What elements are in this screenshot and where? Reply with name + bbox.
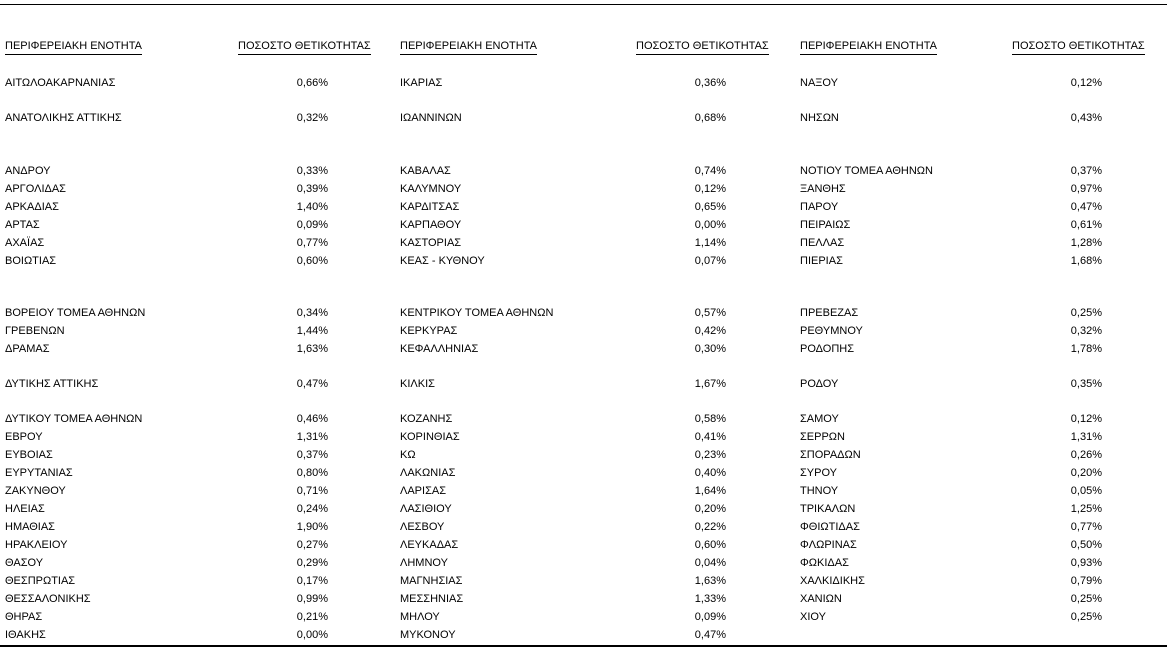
region-name: ΛΕΣΒΟΥ — [400, 521, 445, 533]
positivity-value: 0,43% — [1070, 112, 1102, 124]
region-name: ΣΑΜΟΥ — [800, 413, 839, 425]
region-name: ΓΡΕΒΕΝΩΝ — [5, 325, 65, 337]
positivity-value: 1,68% — [1070, 255, 1102, 267]
positivity-value: 0,32% — [1070, 325, 1102, 337]
positivity-value: 0,23% — [694, 449, 726, 461]
region-name: ΣΥΡΟΥ — [800, 467, 838, 479]
region-name: ΚΕΡΚΥΡΑΣ — [400, 325, 458, 337]
region-name: ΦΛΩΡΙΝΑΣ — [800, 539, 857, 551]
region-name: ΝΗΣΩΝ — [800, 112, 839, 124]
region-name: ΗΜΑΘΙΑΣ — [5, 521, 55, 533]
positivity-value: 0,27% — [296, 539, 328, 551]
region-name: ΣΕΡΡΩΝ — [800, 431, 845, 443]
header-positivity-col3: ΠΟΣΟΣΤΟ ΘΕΤΙΚΟΤΗΤΑΣ — [1012, 40, 1145, 55]
region-name: ΘΑΣΟΥ — [5, 557, 44, 569]
header-region-col1: ΠΕΡΙΦΕΡΕΙΑΚΗ ΕΝΟΤΗΤΑ — [5, 40, 142, 55]
region-name: ΚΑΡΠΑΘΟΥ — [400, 219, 462, 231]
positivity-value: 1,40% — [296, 201, 328, 213]
region-name: ΚΑΣΤΟΡΙΑΣ — [400, 237, 462, 249]
region-name: ΠΕΙΡΑΙΩΣ — [800, 219, 851, 231]
positivity-value: 0,26% — [1070, 449, 1102, 461]
positivity-value: 1,28% — [1070, 237, 1102, 249]
region-name: ΚΑΡΔΙΤΣΑΣ — [400, 201, 460, 213]
region-name: ΒΟΙΩΤΙΑΣ — [5, 255, 57, 267]
positivity-value: 1,31% — [1070, 431, 1102, 443]
positivity-value: 0,32% — [296, 112, 328, 124]
region-name: ΑΝΔΡΟΥ — [5, 165, 51, 177]
region-name: ΡΟΔΟΠΗΣ — [800, 343, 855, 355]
positivity-value: 0,20% — [1070, 467, 1102, 479]
positivity-value: 0,60% — [296, 255, 328, 267]
region-name: ΘΗΡΑΣ — [5, 611, 43, 623]
region-name: ΛΕΥΚΑΔΑΣ — [400, 539, 459, 551]
region-name: ΖΑΚΥΝΘΟΥ — [5, 485, 66, 497]
positivity-value: 1,25% — [1070, 503, 1102, 515]
positivity-value: 1,14% — [694, 237, 726, 249]
positivity-value: 0,74% — [694, 165, 726, 177]
positivity-value: 0,77% — [296, 237, 328, 249]
region-name: ΛΑΡΙΣΑΣ — [400, 485, 447, 497]
positivity-value: 0,65% — [694, 201, 726, 213]
region-name: ΛΑΣΙΘΙΟΥ — [400, 503, 452, 515]
positivity-value: 0,09% — [694, 611, 726, 623]
positivity-value: 0,07% — [694, 255, 726, 267]
region-name: ΗΡΑΚΛΕΙΟΥ — [5, 539, 68, 551]
positivity-value: 1,67% — [694, 378, 726, 390]
region-name: ΛΑΚΩΝΙΑΣ — [400, 467, 456, 479]
region-name: ΞΑΝΘΗΣ — [800, 183, 846, 195]
positivity-value: 0,12% — [1070, 77, 1102, 89]
region-name: ΑΡΓΟΛΙΔΑΣ — [5, 183, 66, 195]
positivity-value: 0,12% — [694, 183, 726, 195]
positivity-value: 0,46% — [296, 413, 328, 425]
region-name: ΛΗΜΝΟΥ — [400, 557, 448, 569]
positivity-value: 0,00% — [296, 629, 328, 641]
region-name: ΑΝΑΤΟΛΙΚΗΣ ΑΤΤΙΚΗΣ — [5, 112, 122, 124]
positivity-value: 0,68% — [694, 112, 726, 124]
header-region-col3: ΠΕΡΙΦΕΡΕΙΑΚΗ ΕΝΟΤΗΤΑ — [800, 40, 937, 55]
region-name: ΑΧΑΪΑΣ — [5, 237, 45, 249]
positivity-value: 0,77% — [1070, 521, 1102, 533]
region-name: ΚΕΝΤΡΙΚΟΥ ΤΟΜΕΑ ΑΘΗΝΩΝ — [400, 307, 554, 319]
region-name: ΒΟΡΕΙΟΥ ΤΟΜΕΑ ΑΘΗΝΩΝ — [5, 307, 146, 319]
positivity-value: 0,35% — [1070, 378, 1102, 390]
region-name: ΠΙΕΡΙΑΣ — [800, 255, 843, 267]
region-name: ΤΗΝΟΥ — [800, 485, 839, 497]
region-name: ΠΕΛΛΑΣ — [800, 237, 845, 249]
positivity-value: 0,17% — [296, 575, 328, 587]
region-name: ΝΑΞΟΥ — [800, 77, 838, 89]
positivity-value: 0,09% — [296, 219, 328, 231]
region-name: ΤΡΙΚΑΛΩΝ — [800, 503, 856, 515]
region-name: ΡΟΔΟΥ — [800, 378, 839, 390]
region-name: ΡΕΘΥΜΝΟΥ — [800, 325, 863, 337]
positivity-value: 0,50% — [1070, 539, 1102, 551]
positivity-value: 1,44% — [296, 325, 328, 337]
region-name: ΚΩ — [400, 449, 416, 461]
positivity-value: 1,63% — [694, 575, 726, 587]
region-name: ΘΕΣΣΑΛΟΝΙΚΗΣ — [5, 593, 91, 605]
positivity-value: 0,00% — [694, 219, 726, 231]
region-name: ΘΕΣΠΡΩΤΙΑΣ — [5, 575, 76, 587]
positivity-value: 0,22% — [694, 521, 726, 533]
region-name: ΔΥΤΙΚΟΥ ΤΟΜΕΑ ΑΘΗΝΩΝ — [5, 413, 143, 425]
positivity-value: 0,33% — [296, 165, 328, 177]
positivity-value: 0,37% — [296, 449, 328, 461]
region-name: ΑΙΤΩΛΟΑΚΑΡΝΑΝΙΑΣ — [5, 77, 116, 89]
region-name: ΜΕΣΣΗΝΙΑΣ — [400, 593, 464, 605]
positivity-value: 0,66% — [296, 77, 328, 89]
positivity-value: 0,47% — [296, 378, 328, 390]
region-name: ΙΚΑΡΙΑΣ — [400, 77, 443, 89]
positivity-value: 0,99% — [296, 593, 328, 605]
positivity-value: 0,24% — [296, 503, 328, 515]
region-name: ΠΑΡΟΥ — [800, 201, 839, 213]
region-name: ΗΛΕΙΑΣ — [5, 503, 45, 515]
positivity-value: 0,47% — [1070, 201, 1102, 213]
region-name: ΚΕΦΑΛΛΗΝΙΑΣ — [400, 343, 479, 355]
positivity-value: 0,93% — [1070, 557, 1102, 569]
region-name: ΔΡΑΜΑΣ — [5, 343, 50, 355]
positivity-value: 0,57% — [694, 307, 726, 319]
positivity-value: 0,97% — [1070, 183, 1102, 195]
positivity-value: 0,39% — [296, 183, 328, 195]
region-name: ΚΕΑΣ - ΚΥΘΝΟΥ — [400, 255, 485, 267]
positivity-value: 0,47% — [694, 629, 726, 641]
region-name: ΝΟΤΙΟΥ ΤΟΜΕΑ ΑΘΗΝΩΝ — [800, 165, 933, 177]
region-name: ΜΑΓΝΗΣΙΑΣ — [400, 575, 463, 587]
region-name: ΚΟΖΑΝΗΣ — [400, 413, 453, 425]
positivity-value: 1,78% — [1070, 343, 1102, 355]
region-name: ΚΑΛΥΜΝΟΥ — [400, 183, 462, 195]
positivity-value: 0,05% — [1070, 485, 1102, 497]
header-region-col2: ΠΕΡΙΦΕΡΕΙΑΚΗ ΕΝΟΤΗΤΑ — [400, 40, 537, 55]
positivity-value: 0,30% — [694, 343, 726, 355]
region-name: ΑΡΚΑΔΙΑΣ — [5, 201, 59, 213]
region-name: ΠΡΕΒΕΖΑΣ — [800, 307, 859, 319]
region-name: ΦΩΚΙΔΑΣ — [800, 557, 849, 569]
positivity-value: 0,60% — [694, 539, 726, 551]
region-name: ΜΗΛΟΥ — [400, 611, 440, 623]
positivity-value: 0,21% — [296, 611, 328, 623]
region-name: ΚΟΡΙΝΘΙΑΣ — [400, 431, 460, 443]
region-name: ΙΘΑΚΗΣ — [5, 629, 46, 641]
positivity-value: 0,25% — [1070, 611, 1102, 623]
region-name: ΜΥΚΟΝΟΥ — [400, 629, 456, 641]
positivity-value: 0,12% — [1070, 413, 1102, 425]
region-name: ΕΥΡΥΤΑΝΙΑΣ — [5, 467, 73, 479]
region-name: ΣΠΟΡΑΔΩΝ — [800, 449, 861, 461]
positivity-value: 0,41% — [694, 431, 726, 443]
region-name: ΕΒΡΟΥ — [5, 431, 43, 443]
region-name: ΧΑΛΚΙΔΙΚΗΣ — [800, 575, 865, 587]
positivity-value: 0,79% — [1070, 575, 1102, 587]
positivity-value: 0,20% — [694, 503, 726, 515]
region-name: ΚΙΛΚΙΣ — [400, 378, 435, 390]
bottom-rule — [0, 645, 1167, 647]
positivity-value: 0,25% — [1070, 593, 1102, 605]
region-name: ΙΩΑΝΝΙΝΩΝ — [400, 112, 462, 124]
positivity-value: 1,33% — [694, 593, 726, 605]
positivity-value: 0,04% — [694, 557, 726, 569]
positivity-value: 0,29% — [296, 557, 328, 569]
positivity-value: 0,36% — [694, 77, 726, 89]
region-name: ΦΘΙΩΤΙΔΑΣ — [800, 521, 860, 533]
positivity-value: 0,37% — [1070, 165, 1102, 177]
region-name: ΕΥΒΟΙΑΣ — [5, 449, 53, 461]
positivity-value: 1,64% — [694, 485, 726, 497]
positivity-value: 0,40% — [694, 467, 726, 479]
positivity-value: 0,71% — [296, 485, 328, 497]
region-name: ΧΑΝΙΩΝ — [800, 593, 842, 605]
region-name: ΧΙΟΥ — [800, 611, 826, 623]
positivity-value: 0,61% — [1070, 219, 1102, 231]
positivity-value: 0,42% — [694, 325, 726, 337]
region-name: ΚΑΒΑΛΑΣ — [400, 165, 451, 177]
positivity-value: 0,34% — [296, 307, 328, 319]
top-rule — [0, 4, 1167, 5]
positivity-value: 0,25% — [1070, 307, 1102, 319]
positivity-value: 1,31% — [296, 431, 328, 443]
region-name: ΑΡΤΑΣ — [5, 219, 40, 231]
positivity-value: 1,63% — [296, 343, 328, 355]
positivity-value: 1,90% — [296, 521, 328, 533]
positivity-value: 0,58% — [694, 413, 726, 425]
positivity-value: 0,80% — [296, 467, 328, 479]
region-name: ΔΥΤΙΚΗΣ ΑΤΤΙΚΗΣ — [5, 378, 99, 390]
header-positivity-col1: ΠΟΣΟΣΤΟ ΘΕΤΙΚΟΤΗΤΑΣ — [238, 40, 371, 55]
header-positivity-col2: ΠΟΣΟΣΤΟ ΘΕΤΙΚΟΤΗΤΑΣ — [636, 40, 769, 55]
